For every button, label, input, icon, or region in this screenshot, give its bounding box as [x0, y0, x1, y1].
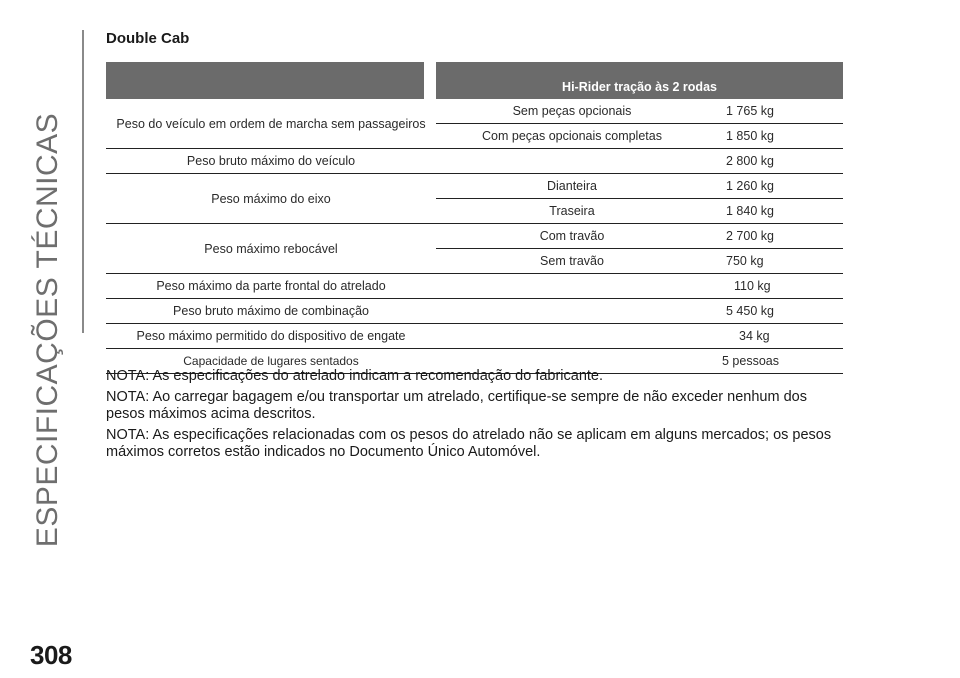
row-empty-cell [436, 324, 708, 349]
weights-spec-table [106, 62, 843, 374]
note-paragraph: NOTA: Ao carregar bagagem e/ou transportar um atrelado, certifique-se sempre de não exceder nenhum dos pesos máximos acima descritos. [106, 389, 807, 422]
row-value: 1 260 kg [708, 174, 843, 199]
row-sublabel: Traseira [436, 199, 708, 224]
row-sublabel: Sem travão [436, 249, 708, 274]
row-label-peso-rebocavel: Peso máximo rebocável [106, 224, 436, 274]
row-value: 2 700 kg [708, 224, 843, 249]
row-value: 34 kg [708, 324, 843, 349]
table-row [106, 224, 843, 249]
table-row [106, 174, 843, 199]
row-label-peso-bruto: Peso bruto máximo do veículo [106, 149, 436, 174]
row-value: 1 840 kg [708, 199, 843, 224]
header-blank-cell [106, 62, 424, 99]
page-number: 308 [30, 640, 72, 670]
row-label-peso-engate: Peso máximo permitido do dispositivo de engate [106, 324, 436, 349]
table-row [106, 274, 843, 299]
header-version-label: Hi-Rider tração às 2 rodas [436, 62, 843, 99]
row-value: 110 kg [708, 274, 843, 299]
row-sublabel: Dianteira [436, 174, 708, 199]
section-title: Double Cab [106, 30, 190, 47]
row-label-peso-eixo: Peso máximo do eixo [106, 174, 436, 224]
table-row [106, 299, 843, 324]
row-empty-cell [436, 274, 708, 299]
table-row [106, 99, 843, 124]
table-row [106, 149, 843, 174]
row-sublabel: Com peças opcionais completas [436, 124, 708, 149]
row-value: 2 800 kg [708, 149, 843, 174]
row-value: 5 450 kg [708, 299, 843, 324]
row-value: 1 765 kg [708, 99, 843, 124]
header-gap-cell [424, 62, 436, 99]
row-value: 5 pessoas [708, 349, 843, 374]
notes-block [106, 368, 846, 465]
row-label-peso-veiculo: Peso do veículo em ordem de marcha sem passageiros [106, 99, 436, 149]
row-value: 1 850 kg [708, 124, 843, 149]
row-sublabel: Com travão [436, 224, 708, 249]
row-label-peso-combinacao: Peso bruto máximo de combinação [106, 299, 436, 324]
row-sublabel: Sem peças opcionais [436, 99, 708, 124]
table-row [106, 324, 843, 349]
row-label-lugares: Capacidade de lugares sentados [106, 349, 436, 374]
note-paragraph: NOTA: As especificações do atrelado indicam a recomendação do fabricante. [106, 368, 604, 384]
table-header-row [106, 62, 843, 99]
row-empty-cell [436, 149, 708, 174]
row-label-peso-frontal: Peso máximo da parte frontal do atrelado [106, 274, 436, 299]
row-empty-cell [436, 299, 708, 324]
chapter-divider-line [82, 30, 84, 333]
note-paragraph: NOTA: As especificações relacionadas com os pesos do atrelado não se aplicam em alguns mercados; os pesos máximos corretos estão indicados no Documento Único Automóvel. [106, 427, 832, 460]
row-value: 750 kg [708, 249, 843, 274]
chapter-side-title: ESPECIFICAÇÕES TÉCNICAS [31, 112, 64, 548]
